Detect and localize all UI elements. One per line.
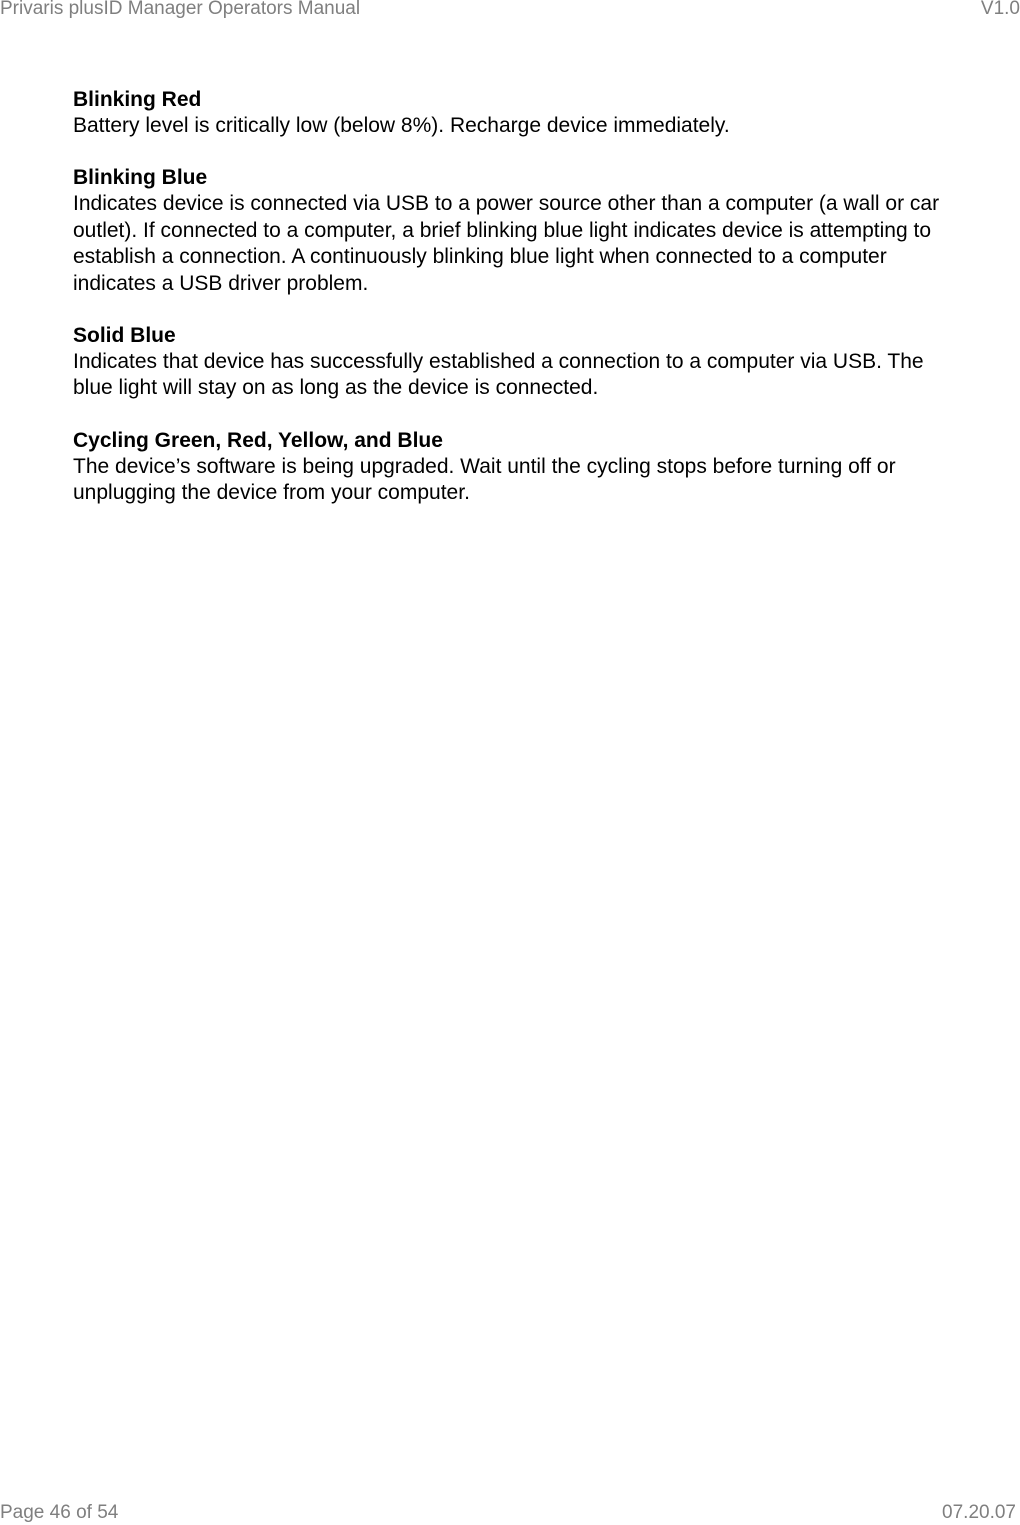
section-blinking-red [73,87,943,139]
section-cycling-colors [73,428,943,507]
section-text: Battery level is critically low (below 8%). Recharge device immediately. [73,114,730,137]
document-body [73,87,943,533]
section-text: The device’s software is being upgraded. Wait until the cycling stops before turning off or unplugging the device from your computer. [73,454,896,505]
document-version: V1.0 [980,0,1020,19]
document-header-title: Privaris plusID Manager Operators Manual [0,0,361,19]
section-solid-blue [73,323,943,402]
section-text: Indicates that device has successfully established a connection to a computer via USB. The blue light will stay on as long as the device is connected. [73,350,924,400]
section-title: Blinking Blue [73,166,208,190]
section-text: Indicates device is connected via USB to a power source other than a computer (a wall or car outlet). If connected to a computer, a brief blinking blue light indicates device is attempting to establish a connection. A continuously blinking blue light when connected to a computer indicates a USB driver problem. [73,192,940,295]
document-date: 07.20.07 [942,1502,1016,1523]
section-title: Solid Blue [73,324,176,348]
section-title: Cycling Green, Red, Yellow, and Blue [73,428,443,452]
section-blinking-blue [73,165,943,297]
section-title: Blinking Red [73,88,202,111]
page-number: Page 46 of 54 [0,1502,119,1523]
